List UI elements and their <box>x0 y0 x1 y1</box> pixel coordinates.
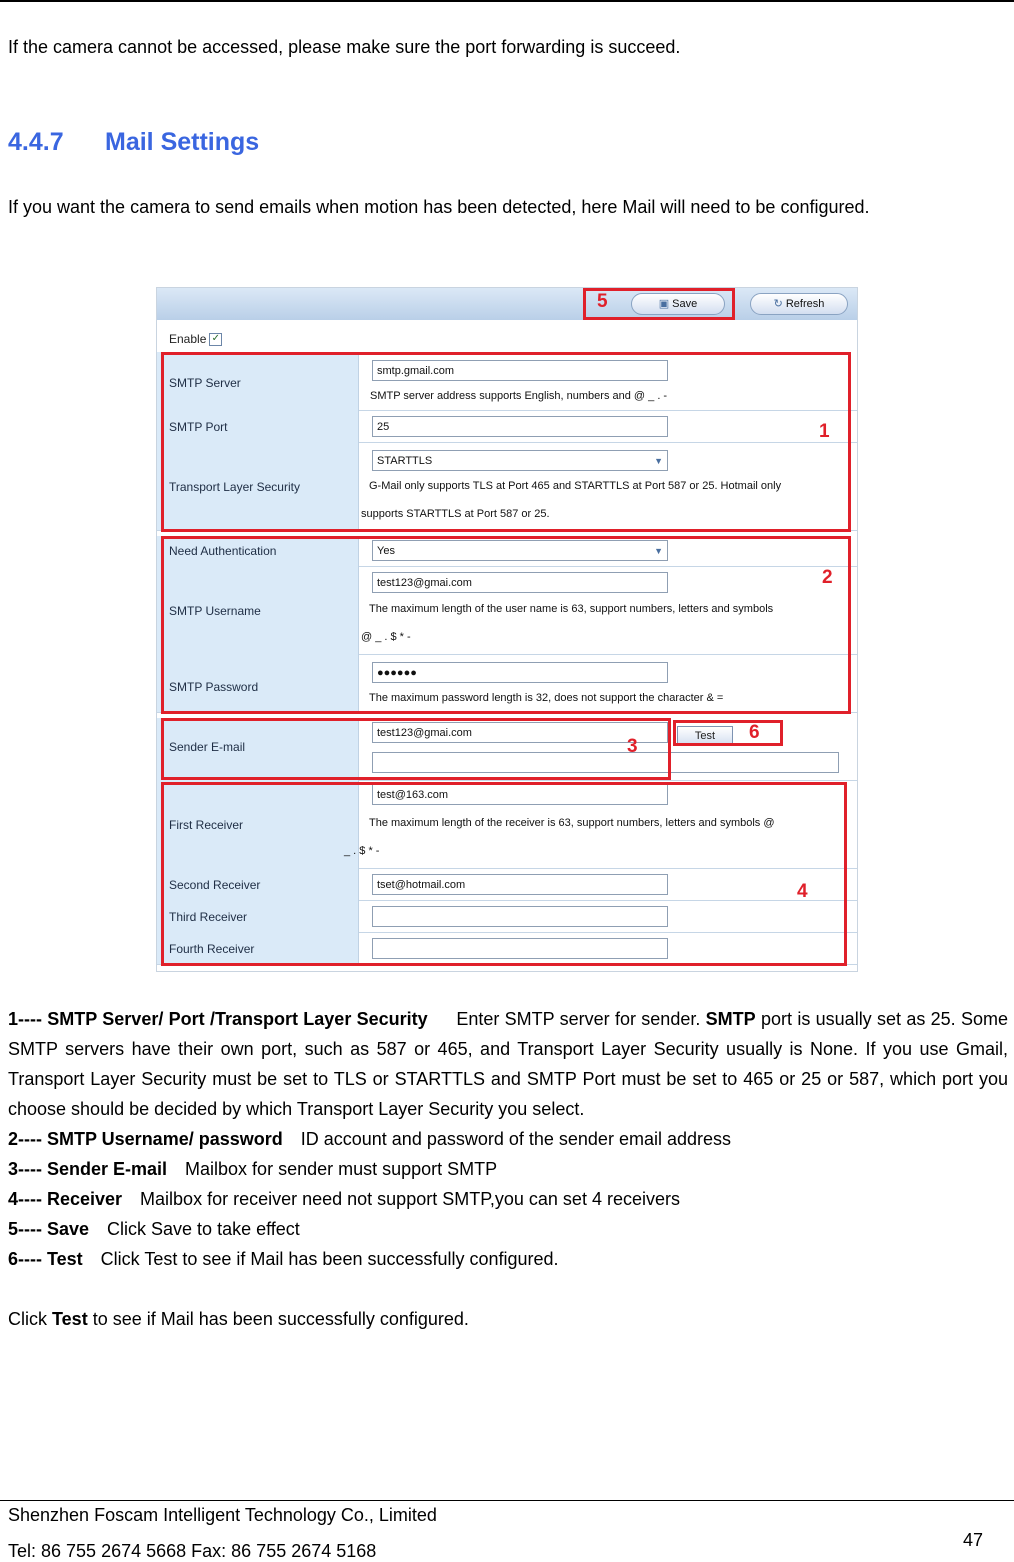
enable-row <box>169 332 222 346</box>
annotation-box-3 <box>161 718 671 780</box>
annotation-box-4 <box>161 782 847 966</box>
mail-settings-screenshot <box>156 287 858 972</box>
top-rule <box>0 0 1014 2</box>
save-icon: ▣ <box>658 298 670 310</box>
section-number: 4.4.7 <box>8 128 64 156</box>
first-receiver-help-line2: _ . $ * - <box>344 845 380 857</box>
row-label: SMTP Password <box>169 680 259 694</box>
row-label: SMTP Port <box>169 420 228 434</box>
row-label: Third Receiver <box>169 910 248 924</box>
marker-6: 6 <box>749 722 760 743</box>
row-label: Sender E-mail <box>169 740 246 754</box>
annotation-box-2 <box>161 536 851 714</box>
smtp-port-input[interactable]: 25 <box>372 416 668 437</box>
smtp-username-help-line2: @ _ . $ * - <box>361 631 411 643</box>
description-3: 3---- Sender E-mail Mailbox for sender must support SMTP <box>8 1159 498 1179</box>
tls-help-line1: G-Mail only supports TLS at Port 465 and STARTTLS at Port 587 or 25. Hotmail only <box>369 480 782 492</box>
sender-email-input[interactable]: test123@gmai.com <box>372 722 668 743</box>
tls-select[interactable]: STARTTLS ▼ <box>372 450 668 471</box>
marker-2: 2 <box>822 567 833 588</box>
row-label: Transport Layer Security <box>169 480 300 494</box>
need-auth-select[interactable]: Yes ▼ <box>372 540 668 561</box>
page-number: 47 <box>963 1530 984 1550</box>
save-button[interactable]: ▣ Save <box>631 293 725 315</box>
marker-5: 5 <box>597 291 608 312</box>
marker-3: 3 <box>627 736 638 757</box>
annotation-box-1 <box>161 352 851 532</box>
refresh-icon: ↻ <box>773 298 783 310</box>
row-label: SMTP Server <box>169 376 241 390</box>
smtp-server-input[interactable]: smtp.gmail.com <box>372 360 668 381</box>
description-2: 2---- SMTP Username/ password ID account and password of the sender email address <box>8 1129 731 1149</box>
section-title: Mail Settings <box>105 128 260 156</box>
footer-rule <box>0 1500 1014 1501</box>
tls-help-line2: supports STARTTLS at Port 587 or 25. <box>361 508 550 520</box>
smtp-server-help: SMTP server address supports English, numbers and @ _ . - <box>370 390 668 402</box>
row-label: SMTP Username <box>169 604 261 618</box>
row-label: Fourth Receiver <box>169 942 255 956</box>
smtp-password-help: The maximum password length is 32, does not support the character & = <box>369 692 724 704</box>
description-4: 4---- Receiver Mailbox for receiver need not support SMTP,you can set 4 receivers <box>8 1189 680 1209</box>
description-5: 5---- Save Click Save to take effect <box>8 1219 300 1239</box>
test-button[interactable]: Test <box>677 726 733 746</box>
first-receiver-help-line1: The maximum length of the receiver is 63, support numbers, letters and symbols @ <box>369 817 775 829</box>
row-label: First Receiver <box>169 818 244 832</box>
enable-checkbox[interactable]: ✓ <box>209 333 222 346</box>
footer-company: Shenzhen Foscam Intelligent Technology Co., Limited <box>8 1505 437 1525</box>
second-receiver-input[interactable]: tset@hotmail.com <box>372 874 668 895</box>
description-1: 1---- SMTP Server/ Port /Transport Layer Security Enter SMTP server for sender. SMTP port is usually set as 25. Some SMTP servers have their own port, such as 587 or 465, and Transport Layer Security usually is None. If you use Gmail, Transport Layer Security must be set to TLS or STARTTLS and SMTP Port must be set to 465 or 25 or 587, which port you choose should be decided by which Transport Layer Security you select. <box>8 1009 1009 1119</box>
first-receiver-input[interactable]: test@163.com <box>372 784 668 805</box>
annotation-box-6 <box>673 720 783 746</box>
marker-1: 1 <box>819 421 830 442</box>
refresh-button[interactable]: ↻ Refresh <box>750 293 848 315</box>
enable-label: Enable <box>169 332 207 346</box>
chevron-down-icon: ▼ <box>654 456 663 466</box>
intro-line: If the camera cannot be accessed, please make sure the port forwarding is succeed. <box>8 37 681 57</box>
marker-4: 4 <box>797 881 808 902</box>
chevron-down-icon: ▼ <box>654 546 663 556</box>
row-label: Need Authentication <box>169 544 277 558</box>
smtp-username-help-line1: The maximum length of the user name is 63, support numbers, letters and symbols <box>369 603 774 615</box>
description-list <box>8 1004 1008 1334</box>
toolbar <box>157 288 857 320</box>
row-label: Second Receiver <box>169 878 261 892</box>
section-heading <box>8 128 259 157</box>
smtp-password-input[interactable]: ●●●●●● <box>372 662 668 683</box>
description-6: 6---- Test Click Test to see if Mail has been successfully configured. <box>8 1249 559 1269</box>
footer-contact: Tel: 86 755 2674 5668 Fax: 86 755 2674 5168 <box>8 1541 377 1561</box>
final-note: Click Test to see if Mail has been successfully configured. <box>8 1309 469 1329</box>
intro-paragraph: If you want the camera to send emails when motion has been detected, here Mail will need to be configured. <box>8 197 870 217</box>
smtp-username-input[interactable]: test123@gmai.com <box>372 572 668 593</box>
